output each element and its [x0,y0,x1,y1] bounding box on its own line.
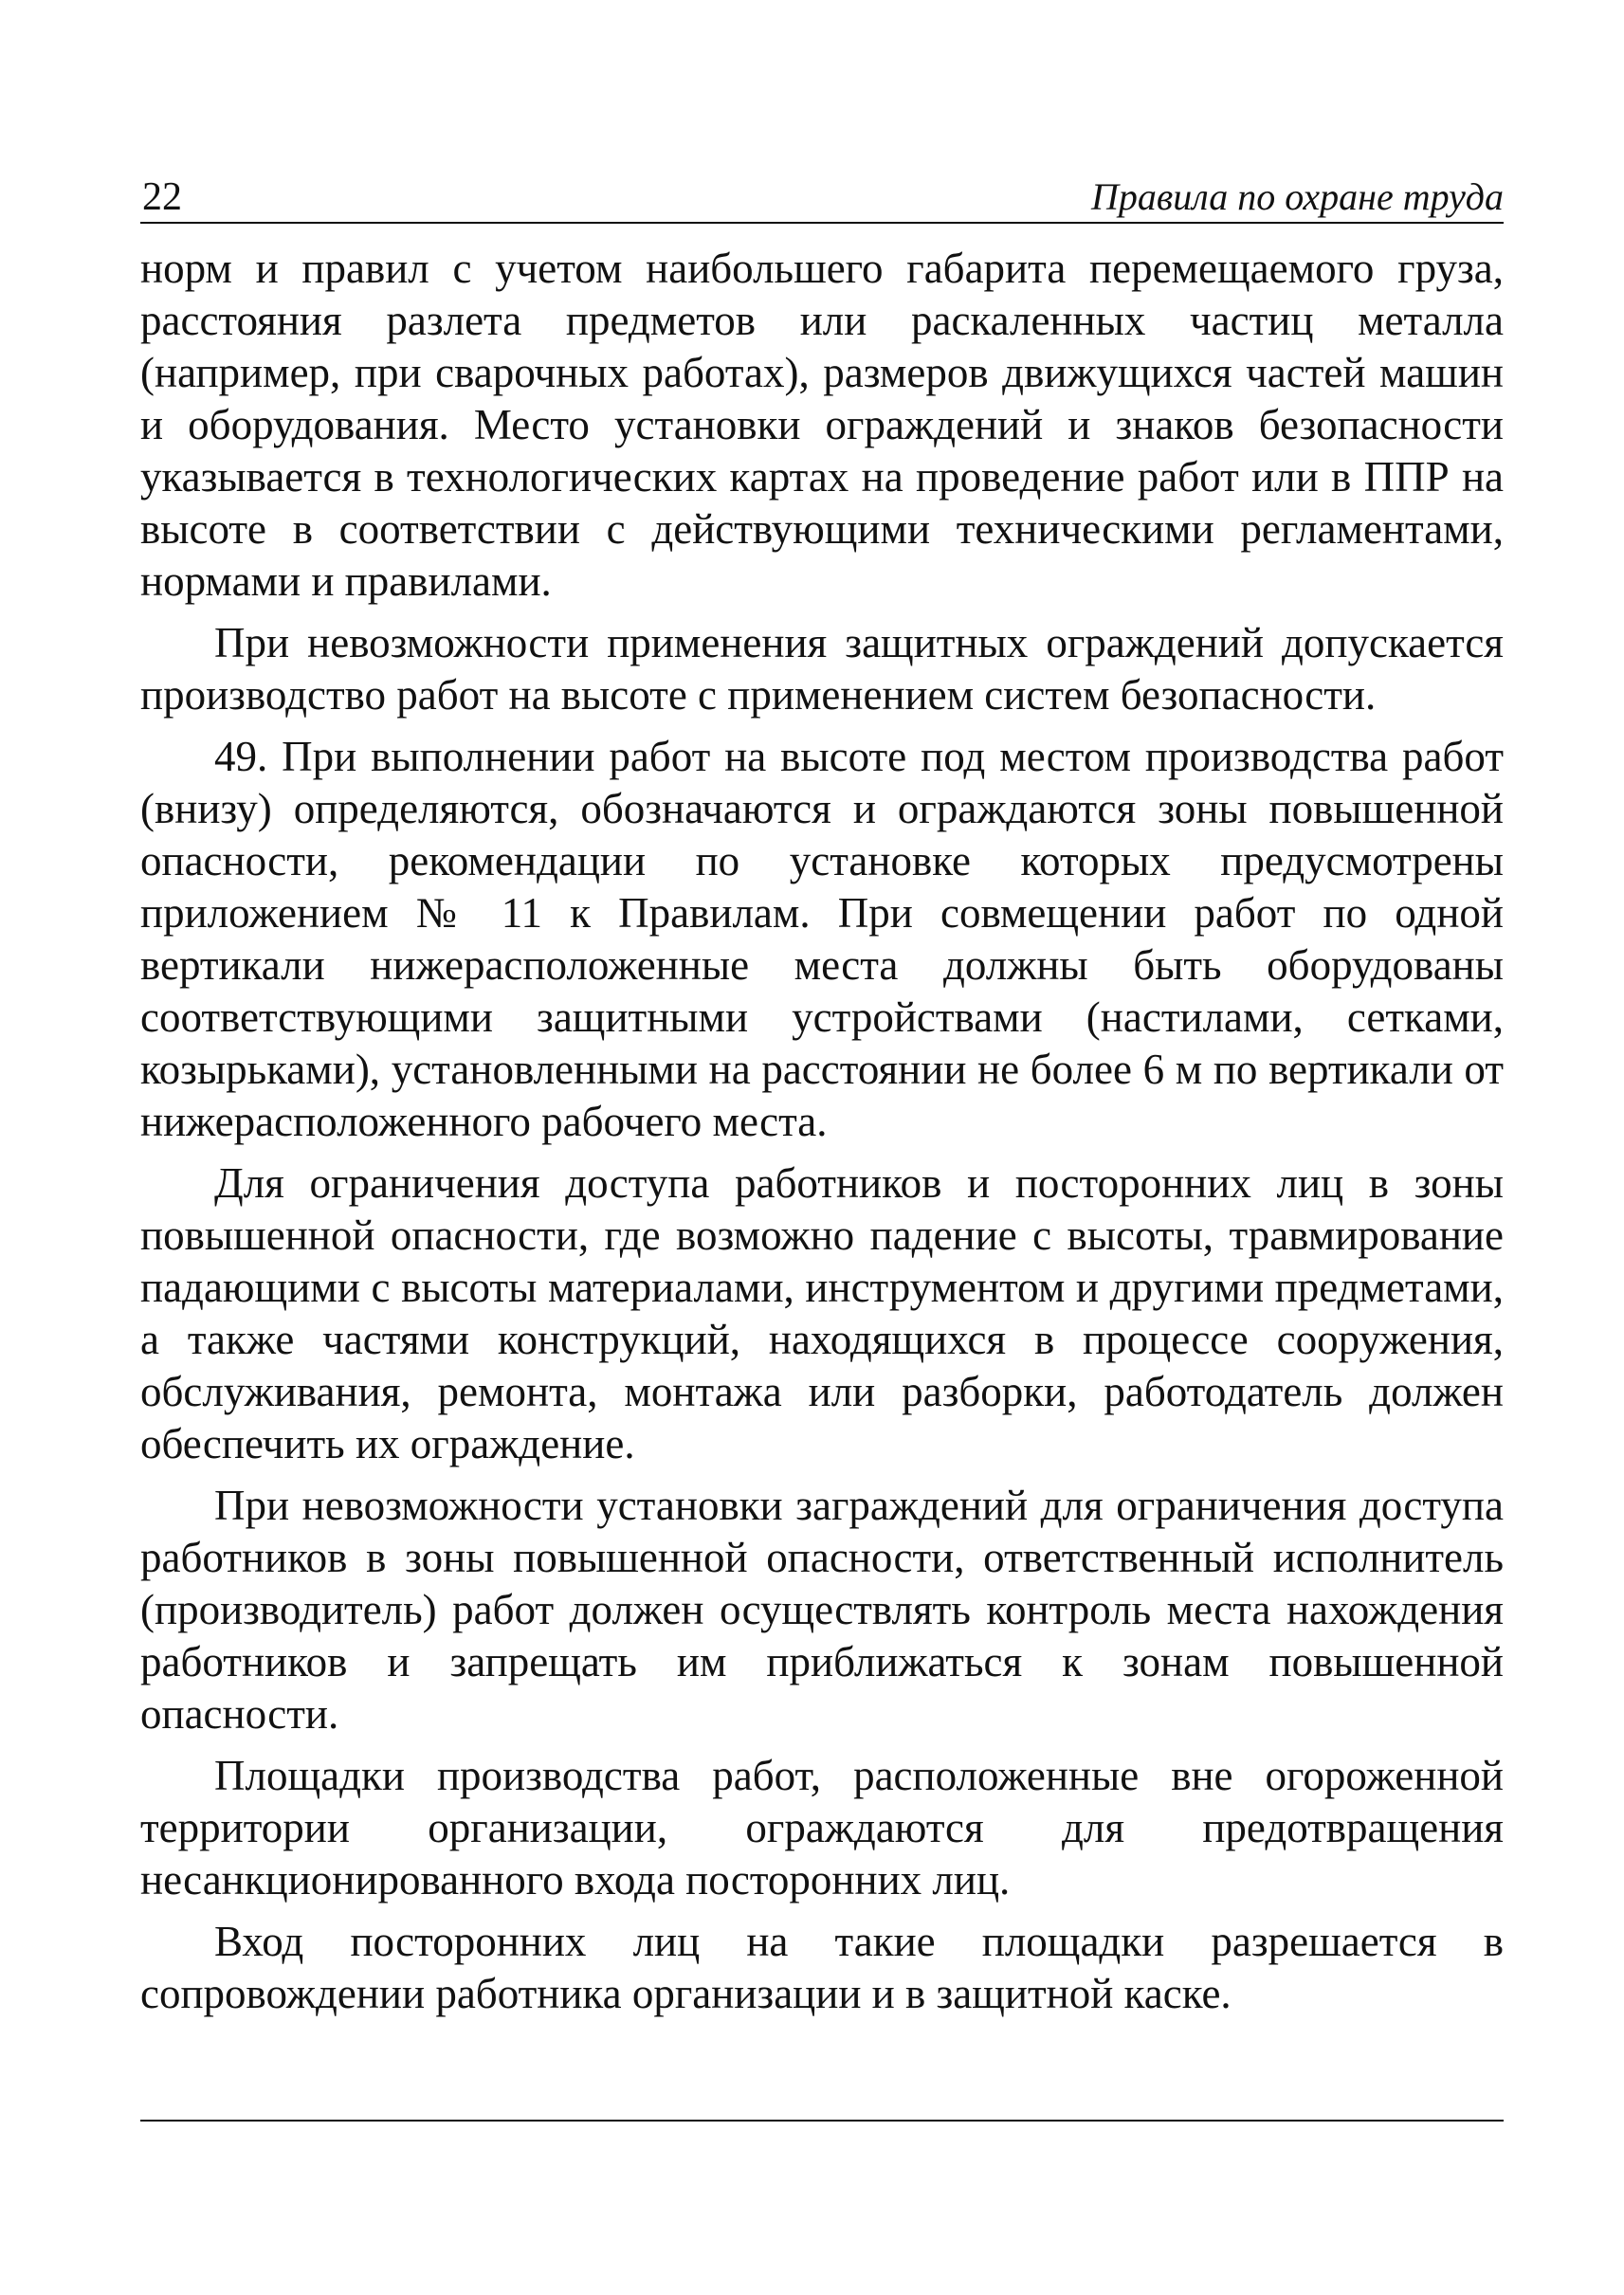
running-title: Правила по охране труда [1091,175,1504,218]
body-text [140,243,1504,2030]
paragraph: При невозможности применения защитных ограждений допускается производство работ на высоте с применением систем безопасности. [140,619,1504,719]
paragraph: Для ограничения доступа работников и посторонних лиц в зоны повышенной опасности, где возможно падение с высоты, травмирование падающими с высоты материалами, инструментом и другими предметами, а также частями конструкций, находящихся в процессе сооружения, обслуживания, ремонта, монтажа или разборки, работодатель должен обеспечить их ограждение. [140,1159,1504,1467]
page-number: 22 [142,175,182,219]
book-page [140,0,1504,2295]
running-head [140,173,1504,224]
paragraph-continuation: норм и правил с учетом наибольшего габарита перемещаемого груза, расстояния разлета предметов или раскаленных частиц металла (например, при сварочных работах), размеров движущихся частей машин и оборудования. Место установки ограждений и знаков безопасности указывается в технологических картах на проведение работ или в ППР на высоте в соответствии с действующими техническими регламентами, нормами и правилами. [140,245,1504,605]
paragraph: Вход посторонних лиц на такие площадки разрешается в сопровождении работника организации и в защитной каске. [140,1918,1504,2017]
paragraph: Площадки производства работ, расположенные вне огороженной территории организации, ограждаются для предотвращения несанкционированного входа посторонних лиц. [140,1752,1504,1903]
bottom-rule [140,2120,1504,2122]
paragraph: При невозможности установки заграждений для ограничения доступа работников в зоны повышенной опасности, ответственный исполнитель (производитель) работ должен осуществлять контроль места нахождения работников и запрещать им приближаться к зонам повышенной опасности. [140,1482,1504,1738]
paragraph-item-49: 49. При выполнении работ на высоте под местом производства работ (внизу) определяются, обозначаются и ограждаются зоны повышенной опасности, рекомендации по установке которых предусмотрены приложением № 11 к Правилам. При совмещении работ по одной вертикали нижерасположенные места должны быть оборудованы соответствующими защитными устройствами (настилами, сетками, козырьками), установленными на расстоянии не более 6 м по вертикали от нижерасположенного рабочего места. [140,733,1504,1145]
